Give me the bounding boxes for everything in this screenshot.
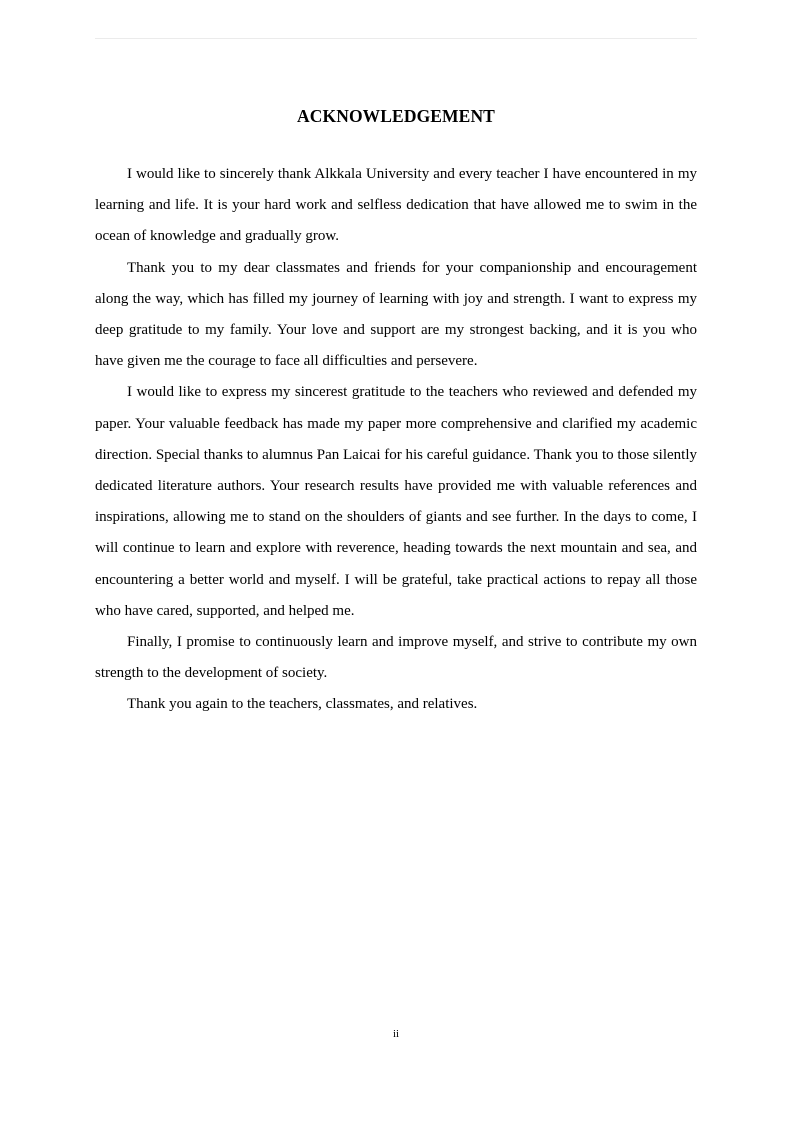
- page-number: ii: [392, 1028, 400, 1040]
- acknowledgement-body: [95, 159, 697, 721]
- paragraph-3: I would like to express my sincerest gratitude to the teachers who reviewed and defended my paper. Your valuable feedback has made my paper more comprehensive and clarified my academic direction. Special thanks to alumnus Pan Laicai for his careful guidance. Thank you to those silently dedicated literature authors. Your research results have provided me with valuable references and inspirations, allowing me to stand on the shoulders of giants and see further. In the days to come, I will continue to learn and explore with reverence, heading towards the next mountain and sea, and encountering a better world and myself. I will be grateful, take practical actions to repay all those who have cared, supported, and helped me.: [95, 384, 697, 619]
- paragraph-2: Thank you to my dear classmates and friends for your companionship and encouragement along the way, which has filled my journey of learning with joy and strength. I want to express my deep gratitude to my family. Your love and support are my strongest backing, and it is you who have given me the courage to face all difficulties and persevere.: [95, 259, 697, 370]
- paragraph-5: Thank you again to the teachers, classmates, and relatives.: [127, 696, 478, 713]
- header-rule: [95, 38, 697, 39]
- page-title: ACKNOWLEDGEMENT: [297, 106, 495, 126]
- paragraph-4: Finally, I promise to continuously learn and improve myself, and strive to contribute my own strength to the development of society.: [95, 634, 697, 682]
- paragraph-1: I would like to sincerely thank Alkkala University and every teacher I have encountered in my learning and life. It is your hard work and selfless dedication that have allowed me to swim in the ocean of knowledge and gradually grow.: [95, 166, 697, 245]
